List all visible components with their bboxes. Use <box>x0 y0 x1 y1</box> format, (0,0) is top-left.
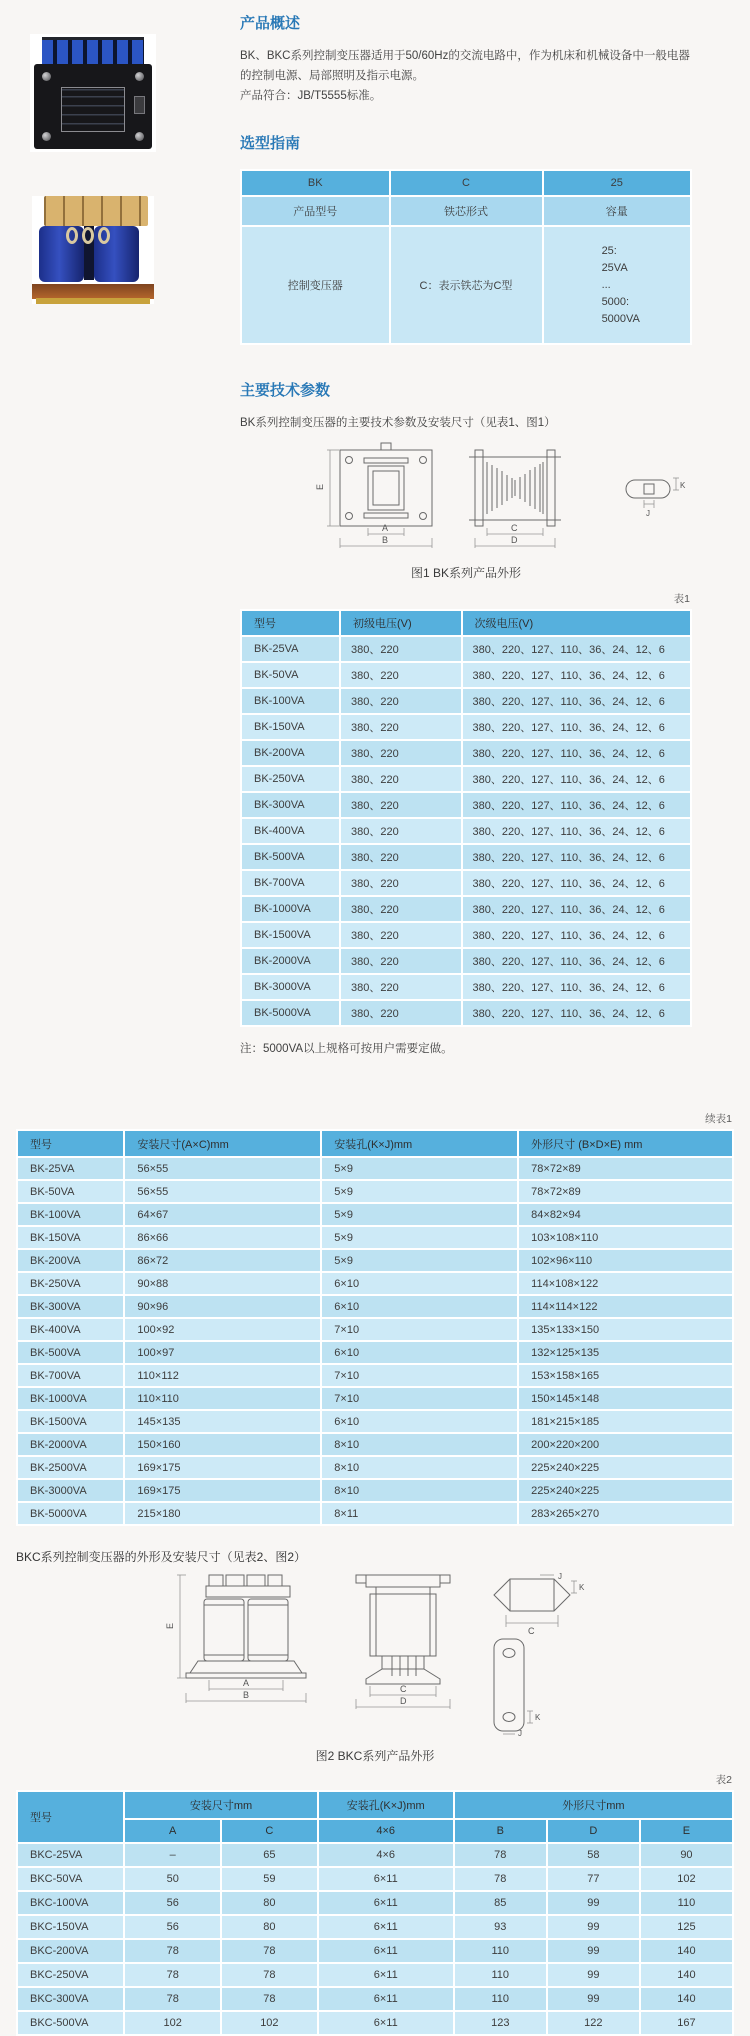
d-cell: 58 <box>547 1843 640 1867</box>
table-row <box>17 1843 733 1867</box>
col-mount-size: 安装尺寸(A×C)mm <box>124 1130 321 1157</box>
code-c: C <box>390 170 543 196</box>
primary-voltage-cell: 380、220 <box>340 844 462 870</box>
header-row <box>241 610 691 636</box>
group-header-row <box>17 1791 733 1819</box>
primary-voltage-cell: 380、220 <box>340 792 462 818</box>
model-cell: BK-50VA <box>241 662 340 688</box>
kj-cell: 6×11 <box>318 1963 454 1987</box>
secondary-voltage-cell: 380、220、127、110、36、24、12、6 <box>462 818 692 844</box>
value-row <box>241 226 691 344</box>
c-cell: 78 <box>221 1963 318 1987</box>
overview-text: BK、BKC系列控制变压器适用于50/60Hz的交流电路中，作为机床和机械设备中一般电器的控制电源、局部照明及指示电源。 <box>240 50 690 82</box>
mount-hole-cell: 8×10 <box>321 1456 518 1479</box>
mount-size-cell: 169×175 <box>124 1479 321 1502</box>
dim-label-b: B <box>382 535 389 546</box>
outline-size-cell: 135×133×150 <box>518 1318 733 1341</box>
model-cell: BK-1000VA <box>241 896 340 922</box>
sub-col-kj: 4×6 <box>318 1819 454 1843</box>
model-cell: BK-2500VA <box>17 1456 124 1479</box>
col-outline-size: 外形尺寸 (B×D×E) mm <box>518 1130 733 1157</box>
model-cell: BK-100VA <box>17 1203 124 1226</box>
label-model: 产品型号 <box>241 196 390 226</box>
model-cell: BK-250VA <box>241 766 340 792</box>
table-row <box>241 896 691 922</box>
mount-size-cell: 56×55 <box>124 1157 321 1180</box>
outline-size-cell: 84×82×94 <box>518 1203 733 1226</box>
table-row <box>17 1180 733 1203</box>
primary-voltage-cell: 380、220 <box>340 922 462 948</box>
screw-icon <box>42 132 51 141</box>
b-cell: 123 <box>454 2011 547 2035</box>
table-row <box>17 1963 733 1987</box>
mount-hole-cell: 8×10 <box>321 1479 518 1502</box>
dim-label-a: A <box>243 1678 250 1689</box>
model-cell: BKC-25VA <box>17 1843 124 1867</box>
table-row <box>17 1502 733 1525</box>
model-cell: BK-150VA <box>17 1226 124 1249</box>
screw-icon <box>135 72 144 81</box>
model-cell: BK-1000VA <box>17 1387 124 1410</box>
secondary-voltage-cell: 380、220、127、110、36、24、12、6 <box>462 1000 692 1026</box>
primary-voltage-cell: 380、220 <box>340 740 462 766</box>
bk-dimension-table <box>16 1129 734 1526</box>
b-cell: 110 <box>454 1939 547 1963</box>
col-model: 型号 <box>17 1791 124 1843</box>
secondary-voltage-cell: 380、220、127、110、36、24、12、6 <box>462 896 692 922</box>
table-row <box>17 1410 733 1433</box>
dim-label-j: J <box>558 1573 562 1582</box>
b-cell: 85 <box>454 1891 547 1915</box>
secondary-voltage-cell: 380、220、127、110、36、24、12、6 <box>462 740 692 766</box>
outline-size-cell: 103×108×110 <box>518 1226 733 1249</box>
value-capacity <box>543 226 692 344</box>
primary-voltage-cell: 380、220 <box>340 1000 462 1026</box>
figure2 <box>16 1573 734 1764</box>
mount-size-cell: 169×175 <box>124 1456 321 1479</box>
secondary-voltage-cell: 380、220、127、110、36、24、12、6 <box>462 688 692 714</box>
outline-size-cell: 78×72×89 <box>518 1180 733 1203</box>
primary-voltage-cell: 380、220 <box>340 688 462 714</box>
nameplate-label <box>61 87 125 132</box>
table-row <box>17 1295 733 1318</box>
e-cell: 167 <box>640 2011 733 2035</box>
screw-icon <box>42 72 51 81</box>
mount-hole-cell: 6×10 <box>321 1341 518 1364</box>
e-cell: 140 <box>640 1987 733 2011</box>
dim-label-j2: J <box>518 1729 522 1738</box>
primary-voltage-cell: 380、220 <box>340 974 462 1000</box>
mount-size-cell: 56×55 <box>124 1180 321 1203</box>
capacity-line: 5000: <box>601 295 630 308</box>
sub-col-c: C <box>221 1819 318 1843</box>
d-cell: 99 <box>547 1987 640 2011</box>
mount-size-cell: 90×88 <box>124 1272 321 1295</box>
value-core: C：表示铁芯为C型 <box>390 226 543 344</box>
value-product: 控制变压器 <box>241 226 390 344</box>
wire-loop <box>66 227 78 244</box>
table-row <box>241 844 691 870</box>
secondary-voltage-cell: 380、220、127、110、36、24、12、6 <box>462 636 692 662</box>
a-cell: 78 <box>124 1939 221 1963</box>
model-cell: BK-700VA <box>17 1364 124 1387</box>
model-cell: BK-5000VA <box>17 1502 124 1525</box>
c-cell: 80 <box>221 1891 318 1915</box>
mount-hole-cell: 5×9 <box>321 1180 518 1203</box>
bk-voltage-table <box>240 609 692 1027</box>
figure1-caption: 图1 BK系列产品外形 <box>410 566 522 581</box>
model-cell: BK-25VA <box>17 1157 124 1180</box>
table-row <box>17 1249 733 1272</box>
label-core: 铁芯形式 <box>390 196 543 226</box>
selection-guide-table <box>240 169 692 345</box>
mount-hole-cell: 5×9 <box>321 1157 518 1180</box>
mount-size-cell: 215×180 <box>124 1502 321 1525</box>
model-cell: BK-2000VA <box>17 1433 124 1456</box>
secondary-voltage-cell: 380、220、127、110、36、24、12、6 <box>462 792 692 818</box>
table-row <box>17 1867 733 1891</box>
mount-size-cell: 90×96 <box>124 1295 321 1318</box>
base-plate-lower <box>36 298 150 304</box>
secondary-voltage-cell: 380、220、127、110、36、24、12、6 <box>462 922 692 948</box>
model-cell: BKC-50VA <box>17 1867 124 1891</box>
b-cell: 110 <box>454 1987 547 2011</box>
tech-heading: 主要技术参数 <box>240 382 331 400</box>
mount-hole-cell: 6×10 <box>321 1295 518 1318</box>
mount-size-cell: 150×160 <box>124 1433 321 1456</box>
dim-label-c: C <box>400 1684 407 1695</box>
secondary-voltage-cell: 380、220、127、110、36、24、12、6 <box>462 844 692 870</box>
sub-col-e: E <box>640 1819 733 1843</box>
primary-voltage-cell: 380、220 <box>340 714 462 740</box>
table1-note: 注：5000VA以上规格可按用户需要定做。 <box>240 1043 453 1056</box>
model-cell: BK-250VA <box>17 1272 124 1295</box>
outline-size-cell: 114×114×122 <box>518 1295 733 1318</box>
dim-label-d: D <box>400 1696 407 1707</box>
model-cell: BK-25VA <box>241 636 340 662</box>
mount-size-cell: 110×110 <box>124 1387 321 1410</box>
sub-col-d: D <box>547 1819 640 1843</box>
bk-outline-drawing <box>240 442 692 554</box>
table-row <box>241 922 691 948</box>
col-outline-size: 外形尺寸mm <box>454 1791 733 1819</box>
model-cell: BKC-250VA <box>17 1963 124 1987</box>
figure1 <box>240 442 692 581</box>
b-cell: 78 <box>454 1867 547 1891</box>
primary-voltage-cell: 380、220 <box>340 818 462 844</box>
model-cell: BK-2000VA <box>241 948 340 974</box>
table-row <box>241 974 691 1000</box>
model-cell: BK-200VA <box>241 740 340 766</box>
b-cell: 93 <box>454 1915 547 1939</box>
col-mount-hole: 安装孔(K×J)mm <box>318 1791 454 1819</box>
secondary-voltage-cell: 380、220、127、110、36、24、12、6 <box>462 662 692 688</box>
dim-label-k: K <box>579 1583 585 1593</box>
primary-voltage-cell: 380、220 <box>340 948 462 974</box>
primary-voltage-cell: 380、220 <box>340 662 462 688</box>
e-cell: 140 <box>640 1963 733 1987</box>
mount-size-cell: 64×67 <box>124 1203 321 1226</box>
overview-heading: 产品概述 <box>240 15 301 32</box>
table2-label: 表2 <box>715 1774 732 1787</box>
dim-label-b: B <box>243 1690 250 1701</box>
outline-size-cell: 225×240×225 <box>518 1479 733 1502</box>
code-row <box>241 170 691 196</box>
header-row <box>17 1130 733 1157</box>
bkc-intro: BKC系列控制变压器的外形及安装尺寸（见表2、图2） <box>16 1550 307 1565</box>
model-cell: BK-300VA <box>17 1295 124 1318</box>
model-cell: BK-1500VA <box>241 922 340 948</box>
mount-hole-cell: 7×10 <box>321 1364 518 1387</box>
mount-hole-cell: 6×10 <box>321 1272 518 1295</box>
terminal-block <box>44 196 148 226</box>
model-cell: BK-1500VA <box>17 1410 124 1433</box>
b-cell: 78 <box>454 1843 547 1867</box>
table-row <box>17 1387 733 1410</box>
table-row <box>17 1226 733 1249</box>
model-cell: BK-300VA <box>241 792 340 818</box>
model-cell: BKC-500VA <box>17 2011 124 2035</box>
col-mount-hole: 安装孔(K×J)mm <box>321 1130 518 1157</box>
d-cell: 122 <box>547 2011 640 2035</box>
c-cell: 65 <box>221 1843 318 1867</box>
mount-hole-cell: 5×9 <box>321 1226 518 1249</box>
sub-col-b: B <box>454 1819 547 1843</box>
model-cell: BK-3000VA <box>17 1479 124 1502</box>
wire-loop <box>82 227 94 244</box>
kj-cell: 6×11 <box>318 1939 454 1963</box>
mount-hole-cell: 6×10 <box>321 1410 518 1433</box>
e-cell: 90 <box>640 1843 733 1867</box>
d-cell: 77 <box>547 1867 640 1891</box>
mount-size-cell: 86×72 <box>124 1249 321 1272</box>
mount-size-cell: 110×112 <box>124 1364 321 1387</box>
table-row <box>17 1157 733 1180</box>
c-cell: 78 <box>221 1939 318 1963</box>
wire-loop <box>98 227 110 244</box>
bk-product-photo <box>30 34 156 152</box>
c-cell: 59 <box>221 1867 318 1891</box>
outline-size-cell: 181×215×185 <box>518 1410 733 1433</box>
kj-cell: 4×6 <box>318 1843 454 1867</box>
table-row <box>17 1433 733 1456</box>
bkc-outline-drawing <box>16 1573 734 1737</box>
model-cell: BK-400VA <box>17 1318 124 1341</box>
capacity-line: 5000VA <box>601 312 640 325</box>
table-row <box>241 948 691 974</box>
base-plate <box>32 284 154 299</box>
model-cell: BK-700VA <box>241 870 340 896</box>
capacity-line: 25VA <box>601 261 628 274</box>
mount-hole-cell: 5×9 <box>321 1203 518 1226</box>
outline-size-cell: 200×220×200 <box>518 1433 733 1456</box>
table-row <box>241 636 691 662</box>
table-row <box>17 1915 733 1939</box>
primary-voltage-cell: 380、220 <box>340 766 462 792</box>
bkc-dimension-table <box>16 1790 734 2036</box>
a-cell: 50 <box>124 1867 221 1891</box>
figure2-caption: 图2 BKC系列产品外形 <box>315 1749 435 1764</box>
secondary-voltage-cell: 380、220、127、110、36、24、12、6 <box>462 766 692 792</box>
table-row <box>17 1479 733 1502</box>
d-cell: 99 <box>547 1915 640 1939</box>
e-cell: 140 <box>640 1939 733 1963</box>
code-bk: BK <box>241 170 390 196</box>
outline-size-cell: 114×108×122 <box>518 1272 733 1295</box>
b-cell: 110 <box>454 1963 547 1987</box>
label-row <box>241 196 691 226</box>
primary-voltage-cell: 380、220 <box>340 636 462 662</box>
dim-label-e: E <box>165 1623 175 1630</box>
table-row <box>17 1939 733 1963</box>
col-mount-size: 安装尺寸mm <box>124 1791 317 1819</box>
model-cell: BK-3000VA <box>241 974 340 1000</box>
a-cell: 56 <box>124 1891 221 1915</box>
outline-size-cell: 153×158×165 <box>518 1364 733 1387</box>
table-row <box>241 740 691 766</box>
c-cell: 102 <box>221 2011 318 2035</box>
table-row <box>17 1203 733 1226</box>
model-cell: BK-400VA <box>241 818 340 844</box>
kj-cell: 6×11 <box>318 2011 454 2035</box>
tech-intro: BK系列控制变压器的主要技术参数及安装尺寸（见表1、图1） <box>240 417 556 430</box>
dim-label-j: J <box>646 509 650 519</box>
mount-size-cell: 145×135 <box>124 1410 321 1433</box>
d-cell: 99 <box>547 1891 640 1915</box>
table-row <box>241 870 691 896</box>
model-cell: BK-50VA <box>17 1180 124 1203</box>
model-cell: BK-100VA <box>241 688 340 714</box>
secondary-voltage-cell: 380、220、127、110、36、24、12、6 <box>462 714 692 740</box>
full-width-section <box>0 1111 750 2036</box>
table-row <box>241 792 691 818</box>
dim-label-e: E <box>315 484 325 491</box>
mount-hole-cell: 5×9 <box>321 1249 518 1272</box>
outline-size-cell: 78×72×89 <box>518 1157 733 1180</box>
model-cell: BKC-100VA <box>17 1891 124 1915</box>
e-cell: 110 <box>640 1891 733 1915</box>
model-cell: BK-500VA <box>241 844 340 870</box>
code-25: 25 <box>543 170 692 196</box>
model-cell: BK-500VA <box>17 1341 124 1364</box>
table-row <box>241 688 691 714</box>
mount-size-cell: 100×97 <box>124 1341 321 1364</box>
bkc-product-photo <box>32 196 154 304</box>
mount-hole-cell: 8×11 <box>321 1502 518 1525</box>
c-cell: 80 <box>221 1915 318 1939</box>
standard-text: 产品符合：JB/T5555标准。 <box>240 89 382 102</box>
model-cell: BK-5000VA <box>241 1000 340 1026</box>
model-cell: BKC-200VA <box>17 1939 124 1963</box>
col-secondary-voltage: 次级电压(V) <box>462 610 692 636</box>
mounting-tab <box>134 96 145 114</box>
dim-label-k: K <box>680 481 686 491</box>
mount-hole-cell: 8×10 <box>321 1433 518 1456</box>
secondary-voltage-cell: 380、220、127、110、36、24、12、6 <box>462 870 692 896</box>
dim-label-c2: C <box>528 1626 535 1637</box>
primary-voltage-cell: 380、220 <box>340 870 462 896</box>
outline-size-cell: 225×240×225 <box>518 1456 733 1479</box>
terminal-block <box>42 37 144 64</box>
kj-cell: 6×11 <box>318 1891 454 1915</box>
capacity-line: ... <box>601 278 611 291</box>
table-row <box>241 818 691 844</box>
kj-cell: 6×11 <box>318 1987 454 2011</box>
screw-icon <box>135 132 144 141</box>
label-capacity: 容量 <box>543 196 692 226</box>
table-row <box>17 1341 733 1364</box>
c-cell: 78 <box>221 1987 318 2011</box>
dim-label-k2: K <box>535 1713 541 1723</box>
kj-cell: 6×11 <box>318 1867 454 1891</box>
col-model: 型号 <box>241 610 340 636</box>
model-cell: BK-200VA <box>17 1249 124 1272</box>
outline-size-cell: 150×145×148 <box>518 1387 733 1410</box>
table-row <box>241 1000 691 1026</box>
outline-size-cell: 102×96×110 <box>518 1249 733 1272</box>
secondary-voltage-cell: 380、220、127、110、36、24、12、6 <box>462 974 692 1000</box>
mount-hole-cell: 7×10 <box>321 1387 518 1410</box>
primary-voltage-cell: 380、220 <box>340 896 462 922</box>
a-cell: 102 <box>124 2011 221 2035</box>
cont-table-label: 续表1 <box>705 1113 732 1126</box>
outline-size-cell: 132×125×135 <box>518 1341 733 1364</box>
a-cell: – <box>124 1843 221 1867</box>
table-row <box>17 1456 733 1479</box>
e-cell: 102 <box>640 1867 733 1891</box>
table1-label: 表1 <box>673 593 690 606</box>
d-cell: 99 <box>547 1939 640 1963</box>
selection-heading: 选型指南 <box>240 135 301 153</box>
sub-col-a: A <box>124 1819 221 1843</box>
col-model: 型号 <box>17 1130 124 1157</box>
mount-size-cell: 86×66 <box>124 1226 321 1249</box>
table-row <box>17 1272 733 1295</box>
col-primary-voltage: 初级电压(V) <box>340 610 462 636</box>
a-cell: 78 <box>124 1963 221 1987</box>
sub-header-row <box>17 1819 733 1843</box>
model-cell: BKC-150VA <box>17 1915 124 1939</box>
table-row <box>17 1891 733 1915</box>
mount-hole-cell: 7×10 <box>321 1318 518 1341</box>
model-cell: BKC-300VA <box>17 1987 124 2011</box>
transformer-body <box>34 64 152 149</box>
table-row <box>17 1318 733 1341</box>
d-cell: 99 <box>547 1963 640 1987</box>
dim-label-a: A <box>382 523 389 534</box>
table-row <box>17 1987 733 2011</box>
table-row <box>241 766 691 792</box>
dim-label-d: D <box>511 535 518 546</box>
table-row <box>17 2011 733 2035</box>
e-cell: 125 <box>640 1915 733 1939</box>
table-row <box>241 662 691 688</box>
dim-label-c: C <box>511 523 518 534</box>
table-row <box>241 714 691 740</box>
a-cell: 56 <box>124 1915 221 1939</box>
table-row <box>17 1364 733 1387</box>
capacity-line: 25: <box>601 244 617 257</box>
model-cell: BK-150VA <box>241 714 340 740</box>
a-cell: 78 <box>124 1987 221 2011</box>
secondary-voltage-cell: 380、220、127、110、36、24、12、6 <box>462 948 692 974</box>
mount-size-cell: 100×92 <box>124 1318 321 1341</box>
kj-cell: 6×11 <box>318 1915 454 1939</box>
outline-size-cell: 283×265×270 <box>518 1502 733 1525</box>
